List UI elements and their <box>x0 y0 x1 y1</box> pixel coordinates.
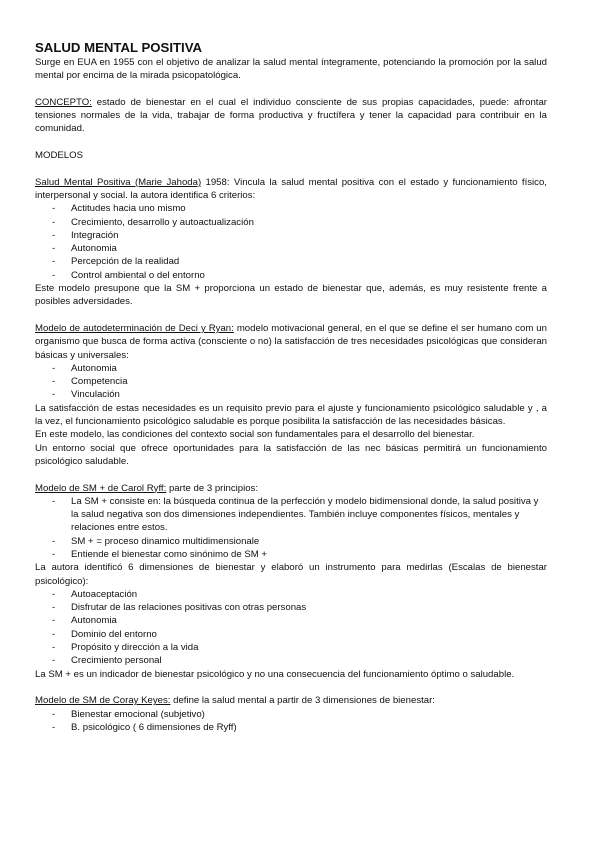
bullet-dash: - <box>52 535 56 547</box>
deci-text: modelo motivacional general, en el que se define el ser humano com un organismo que busca de forma activa (consciente o no) la satisfacción de tres necesidades psicológicas que consideran básicas y universales: <box>35 322 547 361</box>
ryff-principles-list <box>35 495 547 561</box>
bullet-dash: - <box>52 362 56 374</box>
list-item: - Percepción de la realidad <box>52 256 180 268</box>
list-item: - SM + = proceso dinamico multidimensionale <box>52 535 260 547</box>
concepto-paragraph <box>35 96 547 136</box>
list-item: - Competencia <box>52 376 128 388</box>
list-item: - Dominio del entorno <box>52 628 157 640</box>
list-item: - Propósito y dirección a la vida <box>52 642 199 654</box>
page-title: SALUD MENTAL POSITIVA <box>35 40 203 55</box>
jahoda-text: 1958: Vincula la salud mental positiva con el estado y funcionamiento físico, interpersonal y social. la autora identifica 6 criterios: <box>35 176 547 201</box>
jahoda-criteria-list <box>35 202 547 282</box>
bullet-dash: - <box>52 548 56 560</box>
document-page <box>35 40 547 734</box>
list-item: - Disfrutar de las relaciones positivas con otras personas <box>52 602 307 614</box>
bullet-dash: - <box>52 615 56 627</box>
list-item: - Entiende el bienestar como sinónimo de SM + <box>52 548 267 560</box>
ryff-label: Modelo de SM + de Carol Ryff: <box>35 482 167 494</box>
ryff-text: parte de 3 principios: <box>166 482 259 494</box>
bullet-dash: - <box>52 203 56 215</box>
list-item: - Autoaceptación <box>52 588 138 600</box>
bullet-dash: - <box>52 216 56 228</box>
list-item: - Bienestar emocional (subjetivo) <box>52 708 205 720</box>
bullet-dash: - <box>52 495 56 507</box>
ryff-after: La SM + es un indicador de bienestar psicológico y no una consecuencia del funcionamiento óptimo o saludable. <box>35 668 515 680</box>
deci-after-1: La satisfacción de estas necesidades es un requisito previo para el ajuste y funcionamiento psicológico saludable y , a la vez, el funcionamiento psicológico saludable es porque posibilita la satisfacción de las necesidades básicas. <box>35 402 547 428</box>
deci-after-2: En este modelo, las condiciones del contexto social son fundamentales para el desarrollo del bienestar. <box>35 429 475 441</box>
deci-after-3: Un entorno social que ofrece oportunidades para la satisfacción de las nec básicas permitirá un funcionamiento psicológico saludable. <box>35 442 547 467</box>
list-item: - Crecimiento, desarrollo y autoactualización <box>52 216 254 228</box>
jahoda-label: Salud Mental Positiva (Marie Jahoda) <box>35 176 202 188</box>
list-item: - Actitudes hacia uno mismo <box>52 203 186 215</box>
list-item: - Vinculación <box>52 389 120 401</box>
concepto-text: estado de bienestar en el cual el individuo consciente de sus propias capacidades, puede: afrontar tensiones normales de la vida, trabajar de forma productiva y fructífera y tener la capacidad para contribuir en la comunidad. <box>35 96 547 135</box>
list-item: - Integración <box>52 229 119 241</box>
bullet-dash: - <box>52 708 56 720</box>
list-item: - Autonomia <box>52 243 117 255</box>
bullet-dash: - <box>52 628 56 640</box>
bullet-dash: - <box>52 376 56 388</box>
jahoda-paragraph <box>35 176 547 203</box>
bullet-dash: - <box>52 588 56 600</box>
ryff-paragraph <box>35 482 547 495</box>
bullet-dash: - <box>52 602 56 614</box>
keyes-paragraph <box>35 694 547 707</box>
ryff-dimensions-list <box>35 588 547 668</box>
list-item: - B. psicológico ( 6 dimensiones de Ryff) <box>52 721 237 733</box>
bullet-dash: - <box>52 389 56 401</box>
bullet-dash: - <box>52 243 56 255</box>
deci-paragraph <box>35 322 547 362</box>
keyes-dimensions-list <box>35 708 547 735</box>
keyes-text: define la salud mental a partir de 3 dimensiones de bienestar: <box>170 695 435 707</box>
deci-needs-list <box>35 362 547 402</box>
bullet-dash: - <box>52 256 56 268</box>
bullet-dash: - <box>52 269 56 281</box>
deci-label: Modelo de autodeterminación de Deci y Ryan: <box>35 322 234 334</box>
list-item: - Control ambiental o del entorno <box>52 269 205 281</box>
concepto-label: CONCEPTO: <box>35 96 92 108</box>
jahoda-after: Este modelo presupone que la SM + proporciona un estado de bienestar que, además, es muy resistente frente a posibles adversidades. <box>35 283 547 308</box>
list-item: - Autonomia <box>52 615 117 627</box>
bullet-dash: - <box>52 655 56 667</box>
bullet-dash: - <box>52 642 56 654</box>
list-item: - Crecimiento personal <box>52 655 162 667</box>
intro-paragraph: Surge en EUA en 1955 con el objetivo de analizar la salud mental íntegramente, potenciando la promoción por la salud mental por encima de la mirada psicopatológica. <box>35 57 547 82</box>
list-item: - Autonomia <box>52 362 117 374</box>
bullet-dash: - <box>52 229 56 241</box>
ryff-middle: La autora identificó 6 dimensiones de bienestar y elaboró un instrumento para medirlas (Escalas de bienestar psicológico): <box>35 562 547 587</box>
modelos-heading: MODELOS <box>35 150 83 162</box>
keyes-label: Modelo de SM de Coray Keyes: <box>35 695 171 707</box>
bullet-dash: - <box>52 721 56 733</box>
list-item: - La SM + consiste en: la búsqueda continua de la perfección y modelo bidimensional donde, la salud positiva y la salud negativa son dos dimensiones independientes. También incluye componentes físicos, mentales y relaciones entre estos. <box>52 495 539 534</box>
